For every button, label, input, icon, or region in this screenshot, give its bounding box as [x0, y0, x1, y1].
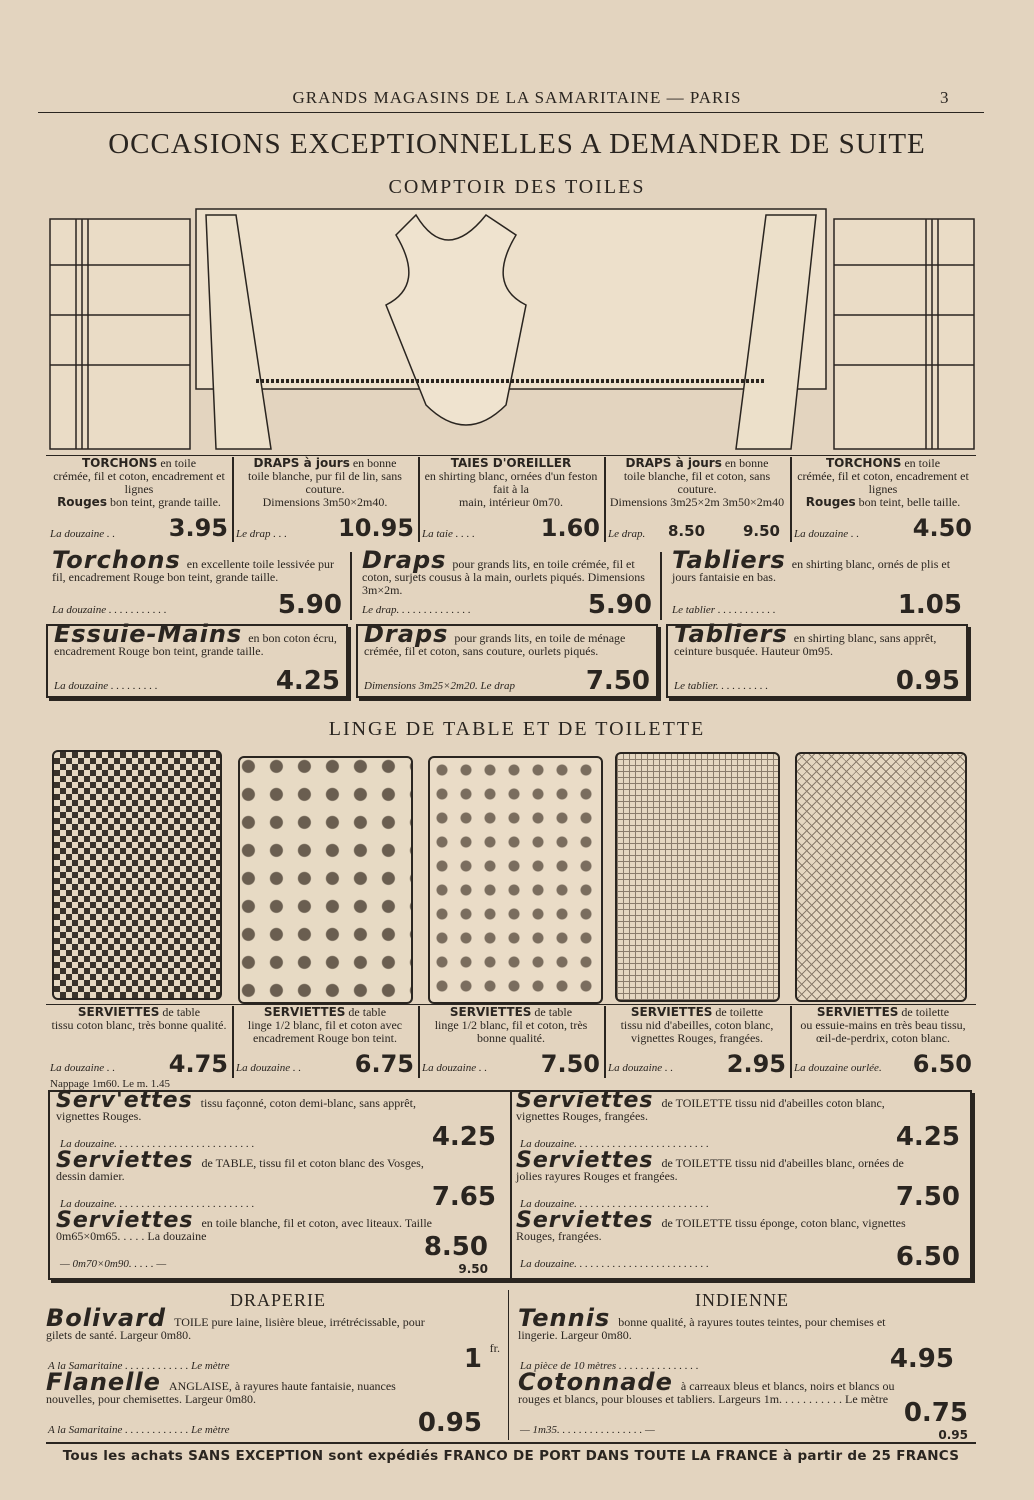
row3-products [46, 620, 976, 704]
section-title-linge: LINGE DE TABLE ET DE TOILETTE [328, 718, 706, 740]
draperie-unit: A la Samaritaine . . . . . . . . . . . . Le mètre [48, 1360, 230, 1372]
row3-ad [356, 620, 658, 698]
draperie-text-block [46, 1304, 502, 1342]
row1-desc2-text: Dimensions 3m25×2m 3m50×2m40 [609, 495, 785, 509]
row1-price: 10.95 [338, 514, 414, 542]
row2-ad [356, 546, 658, 620]
row2-text-block [52, 546, 342, 584]
cell-divider [418, 457, 420, 542]
box_left-desc: tissu façonné, coton demi-blanc, sans apprêt, vignettes Rouges. [56, 1096, 416, 1123]
box_left-unit: La douzaine. . . . . . . . . . . . . . . . . . . . . . . . . . [60, 1138, 255, 1150]
draperie-unit: A la Samaritaine . . . . . . . . . . . . Le mètre [48, 1424, 230, 1436]
draperie-price-suffix: fr. [489, 1341, 500, 1355]
box_left-title: Serv'ettes [56, 1088, 193, 1113]
row4-title-suffix: de table [531, 1005, 573, 1019]
row1-desc2-bold: Rouges [805, 495, 856, 509]
box_right-item [516, 1208, 966, 1272]
draperie-item [46, 1368, 502, 1438]
row1-desc2 [607, 496, 787, 509]
row1-desc2-text: bon teint, belle taille. [855, 495, 961, 509]
indienne-text-block [518, 1304, 974, 1342]
row2-title: Torchons [52, 546, 181, 574]
row1-title: TORCHONS [81, 456, 158, 470]
row2-title: Tabliers [672, 546, 786, 574]
row4-title: SERVIETTES [77, 1005, 160, 1019]
box_right-text-block [516, 1088, 966, 1123]
row4-extra: Nappage 1m60. Le m. 1.45 [50, 1078, 171, 1090]
napkin-leaves-illustration [428, 756, 603, 1004]
row4-desc: tissu nid d'abeilles, coton blanc, vignettes Rouges, frangées. [620, 1018, 774, 1045]
row4-price: 6.50 [912, 1050, 972, 1078]
box_right-desc: de TOILETTE tissu nid d'abeilles blanc, ornées de jolies rayures Rouges et frangées. [516, 1156, 904, 1183]
row2-price: 1.05 [897, 590, 962, 620]
cell-divider [790, 457, 792, 542]
cell-divider [660, 552, 662, 620]
row3-title: Essuie-Mains [54, 620, 243, 648]
row3-desc: en bon coton écru, encadrement Rouge bon teint, grande taille. [54, 631, 337, 658]
box_right-text-block [516, 1148, 966, 1183]
indienne-unit: — 1m35. . . . . . . . . . . . . . . . — [520, 1424, 655, 1436]
row4-cell [46, 1005, 232, 1090]
box_right-unit: La douzaine. . . . . . . . . . . . . . . . . . . . . . . . . [520, 1138, 709, 1150]
row1-title-suffix: en toile [157, 456, 197, 470]
box_right-unit: La douzaine. . . . . . . . . . . . . . . . . . . . . . . . . [520, 1198, 709, 1210]
section-title-toiles: COMPTOIR DES TOILES [388, 176, 646, 198]
indienne-desc: à carreaux bleus et blancs, noirs et blancs ou rouges et blancs, pour blouses et tabliers. Largeurs 1m. . . . . . . . . . . Le mètre [518, 1379, 895, 1406]
row4-desc: tissu coton blanc, très bonne qualité. [51, 1018, 227, 1032]
row4-cell [604, 1006, 790, 1078]
indienne-title: Cotonnade [518, 1368, 673, 1396]
cell-divider [604, 1006, 606, 1078]
row1-cell [232, 457, 418, 542]
draperie-text-block [46, 1368, 502, 1406]
row2-ad [46, 546, 348, 620]
row1-title: TORCHONS [825, 456, 902, 470]
row2-price: 5.90 [587, 590, 652, 620]
row3-title: Tabliers [674, 620, 788, 648]
row4-products [46, 1005, 976, 1090]
indienne-item [518, 1368, 974, 1442]
draperie-title: Bolivard [46, 1304, 167, 1332]
row2-unit: Le drap. . . . . . . . . . . . . . [362, 604, 471, 616]
row3-ad [46, 620, 348, 698]
row3-unit: Le tablier. . . . . . . . . . [674, 680, 769, 692]
row2-desc: pour grands lits, en toile crémée, fil et coton, surjets cousus à la main, ourlets piqués. Dimensions 3m×2m. [362, 557, 645, 597]
cell-divider [418, 1006, 420, 1078]
draperie-price: 1 [463, 1344, 482, 1374]
box_right-price: 7.50 [895, 1182, 960, 1212]
row4-desc: linge 1/2 blanc, fil et coton avec encadrement Rouge bon teint. [247, 1018, 403, 1045]
indienne-price-2: 0.95 [938, 1428, 968, 1442]
row2-title: Draps [362, 546, 447, 574]
box_left-desc: en toile blanche, fil et coton, avec liteaux. Taille 0m65×0m65. . . . . La douzaine [56, 1216, 432, 1243]
draperie-desc: TOILE pure laine, lisière bleue, irrétrécissable, pour gilets de santé. Largeur 0m80. [46, 1315, 425, 1342]
box_right-price: 6.50 [895, 1242, 960, 1272]
row4-cell [418, 1006, 604, 1078]
row3-text-block [364, 620, 650, 658]
page-number: 3 [940, 88, 949, 107]
row1-title: TAIES D'OREILLER [450, 456, 572, 470]
row1-unit: La douzaine . . [794, 528, 860, 540]
draperie-items [46, 1304, 502, 1440]
serviettes-box-left [56, 1088, 502, 1276]
box_left-desc: de TABLE, tissu fil et coton blanc des Vosges, dessin damier. [56, 1156, 424, 1183]
row3-text-block [54, 620, 340, 658]
cell-divider [232, 457, 234, 542]
draperie-desc: ANGLAISE, à rayures haute fantaisie, nuances nouvelles, pour chemisettes. Largeur 0m80. [46, 1379, 396, 1406]
row2-products [46, 546, 976, 620]
row1-desc2-text: main, intérieur 0m70. [459, 495, 563, 509]
row4-desc: linge 1/2 blanc, fil et coton, très bonne qualité. [434, 1018, 588, 1045]
box_left-item [56, 1088, 502, 1152]
draperie-heading: DRAPERIE [229, 1290, 326, 1310]
box_left-text-block [56, 1088, 502, 1123]
napkin-damier-illustration [52, 750, 222, 1000]
header-rule [38, 112, 984, 113]
box_left-item [56, 1148, 502, 1212]
row4-price: 2.95 [726, 1050, 786, 1078]
row4-title-suffix: de toilette [898, 1005, 950, 1019]
footer-notice: Tous les achats SANS EXCEPTION sont expédiés FRANCO DE PORT DANS TOUTE LA FRANCE à partir de 25 FRANCS [62, 1448, 960, 1464]
running-header: GRANDS MAGASINS DE LA SAMARITAINE — PARIS [292, 88, 742, 107]
towel-oeil-de-perdrix-illustration [795, 752, 967, 1002]
row3-unit: La douzaine . . . . . . . . . [54, 680, 158, 692]
indienne-price: 0.75 [903, 1398, 968, 1428]
cell-divider [350, 552, 352, 620]
row3-price: 4.25 [275, 666, 340, 696]
row1-desc2 [421, 496, 601, 509]
row1-title: DRAPS à jours [253, 456, 350, 470]
row1-cell [418, 457, 604, 542]
row4-title: SERVIETTES [263, 1005, 346, 1019]
row4-desc: ou essuie-mains en très beau tissu, œil-de-perdrix, coton blanc. [800, 1018, 966, 1045]
row1-price: 3.95 [168, 514, 228, 542]
box_left-price: 4.25 [431, 1122, 496, 1152]
row4-title: SERVIETTES [816, 1005, 899, 1019]
row1-title-suffix: en bonne [721, 456, 769, 470]
row4-price: 4.75 [168, 1050, 228, 1078]
box_right-unit: La douzaine. . . . . . . . . . . . . . . . . . . . . . . . . [520, 1258, 709, 1270]
box_left-price-2: 9.50 [458, 1262, 488, 1276]
row4-title-suffix: de table [159, 1005, 201, 1019]
row4-cell [232, 1006, 418, 1078]
box_left-price: 7.65 [431, 1182, 496, 1212]
row1-unit: La taie . . . . [422, 528, 475, 540]
row3-price: 0.95 [895, 666, 960, 696]
box_left-title: Serviettes [56, 1208, 194, 1233]
box_left-unit: — 0m70×0m90. . . . . — [60, 1258, 167, 1270]
napkin-floral-illustration [238, 756, 413, 1004]
row4-title-suffix: de toilette [712, 1005, 764, 1019]
row4-unit: La douzaine . . [50, 1062, 116, 1074]
box_left-title: Serviettes [56, 1148, 194, 1173]
cell-divider [790, 1006, 792, 1078]
row2-text-block [672, 546, 962, 584]
box_left-item [56, 1208, 502, 1276]
row4-cell [790, 1006, 976, 1078]
row4-title: SERVIETTES [630, 1005, 713, 1019]
row1-price: 4.50 [912, 514, 972, 542]
row1-desc2-text: Dimensions 3m50×2m40. [262, 495, 388, 509]
row2-unit: Le tablier . . . . . . . . . . . [672, 604, 776, 616]
row1-price: 8.50 [668, 522, 706, 540]
cell-divider [604, 457, 606, 542]
box_right-desc: de TOILETTE tissu nid d'abeilles coton blanc, vignettes Rouges, frangées. [516, 1096, 885, 1123]
row1-desc: crémée, fil et coton, encadrement et lignes [797, 469, 969, 496]
row1-desc: toile blanche, fil et coton, sans couture. [623, 469, 771, 496]
box_left-price: 8.50 [423, 1232, 488, 1262]
row4-unit: La douzaine . . [422, 1062, 488, 1074]
box_right-desc: de TOILETTE tissu éponge, coton blanc, vignettes Rouges, frangées. [516, 1216, 906, 1243]
indienne-title: Tennis [518, 1304, 611, 1332]
serviettes-box-divider [510, 1090, 512, 1280]
cell-divider [232, 1006, 234, 1078]
row1-unit: Le drap. [608, 528, 646, 540]
indienne-items [518, 1304, 974, 1442]
row3-price: 7.50 [585, 666, 650, 696]
row1-products [46, 457, 976, 542]
toiles-illustration [46, 205, 976, 455]
row4-unit: La douzaine . . [608, 1062, 674, 1074]
row1-desc2-bold: Rouges [57, 495, 107, 509]
row3-unit: Dimensions 3m25×2m20. Le drap [364, 680, 516, 692]
row1-unit: La douzaine . . [50, 528, 116, 540]
row1-cell [790, 457, 976, 542]
indienne-heading: INDIENNE [695, 1290, 789, 1310]
box_right-title: Serviettes [516, 1088, 654, 1113]
row1-price: 1.60 [540, 514, 600, 542]
serviettes-box-right [516, 1088, 966, 1276]
box_left-text-block [56, 1148, 502, 1183]
box_right-title: Serviettes [516, 1208, 654, 1233]
towel-nid-abeilles-illustration [615, 752, 780, 1002]
box_right-item [516, 1088, 966, 1152]
row2-price: 5.90 [277, 590, 342, 620]
row4-price: 7.50 [540, 1050, 600, 1078]
row3-desc: en shirting blanc, sans apprêt, ceinture busquée. Hauteur 0m95. [674, 631, 937, 658]
row2-ad [666, 546, 968, 620]
row4-unit: La douzaine ourlée. [794, 1062, 882, 1074]
row1-title-suffix: en bonne [349, 456, 397, 470]
row1-unit: Le drap . . . [236, 528, 288, 540]
box_right-text-block [516, 1208, 966, 1243]
row4-title-suffix: de table [345, 1005, 387, 1019]
row1-cell [46, 457, 232, 542]
row1-desc2 [235, 496, 415, 509]
draperie-title: Flanelle [46, 1368, 161, 1396]
box_right-price: 4.25 [895, 1122, 960, 1152]
indienne-desc: bonne qualité, à rayures toutes teintes, pour chemises et lingerie. Largeur 0m80. [518, 1315, 886, 1342]
row1-desc2 [793, 496, 973, 509]
indienne-price: 4.95 [889, 1344, 954, 1374]
row4-title: SERVIETTES [449, 1005, 532, 1019]
row3-text-block [674, 620, 960, 658]
row1-desc: toile blanche, pur fil de lin, sans couture. [248, 469, 402, 496]
row1-cell [604, 457, 790, 542]
indienne-item [518, 1304, 974, 1374]
row3-desc: pour grands lits, en toile de ménage crémée, fil et coton, sans couture, ourlets piqués. [364, 631, 626, 658]
main-title: OCCASIONS EXCEPTIONNELLES A DEMANDER DE SUITE [108, 128, 926, 160]
draperie-price: 0.95 [417, 1408, 482, 1438]
box_left-unit: La douzaine. . . . . . . . . . . . . . . . . . . . . . . . . . [60, 1198, 255, 1210]
row2-desc: en shirting blanc, ornés de plis et jours fantaisie en bas. [672, 557, 951, 584]
box_right-item [516, 1148, 966, 1212]
row1-price-2: 9.50 [742, 522, 780, 540]
row2-desc: en excellente toile lessivée pur fil, encadrement Rouge bon teint, grande taille. [52, 557, 335, 584]
draperie-item [46, 1304, 502, 1374]
row1-title-suffix: en toile [901, 456, 941, 470]
row4-unit: La douzaine . . [236, 1062, 302, 1074]
row1-title: DRAPS à jours [625, 456, 722, 470]
row2-unit: La douzaine . . . . . . . . . . . [52, 604, 167, 616]
row1-desc: en shirting blanc, ornées d'un feston fait à la [424, 469, 598, 496]
row1-desc: crémée, fil et coton, encadrement et lignes [53, 469, 225, 496]
indienne-unit: La pièce de 10 mètres . . . . . . . . . . . . . . . [520, 1360, 699, 1372]
row1-desc2-text: bon teint, grande taille. [106, 495, 221, 509]
row1-desc2 [49, 496, 229, 509]
row3-title: Draps [364, 620, 449, 648]
draperie-indienne-divider [508, 1290, 509, 1440]
row4-price: 6.75 [354, 1050, 414, 1078]
box_right-title: Serviettes [516, 1148, 654, 1173]
footer-rule [46, 1442, 976, 1444]
row3-ad [666, 620, 968, 698]
